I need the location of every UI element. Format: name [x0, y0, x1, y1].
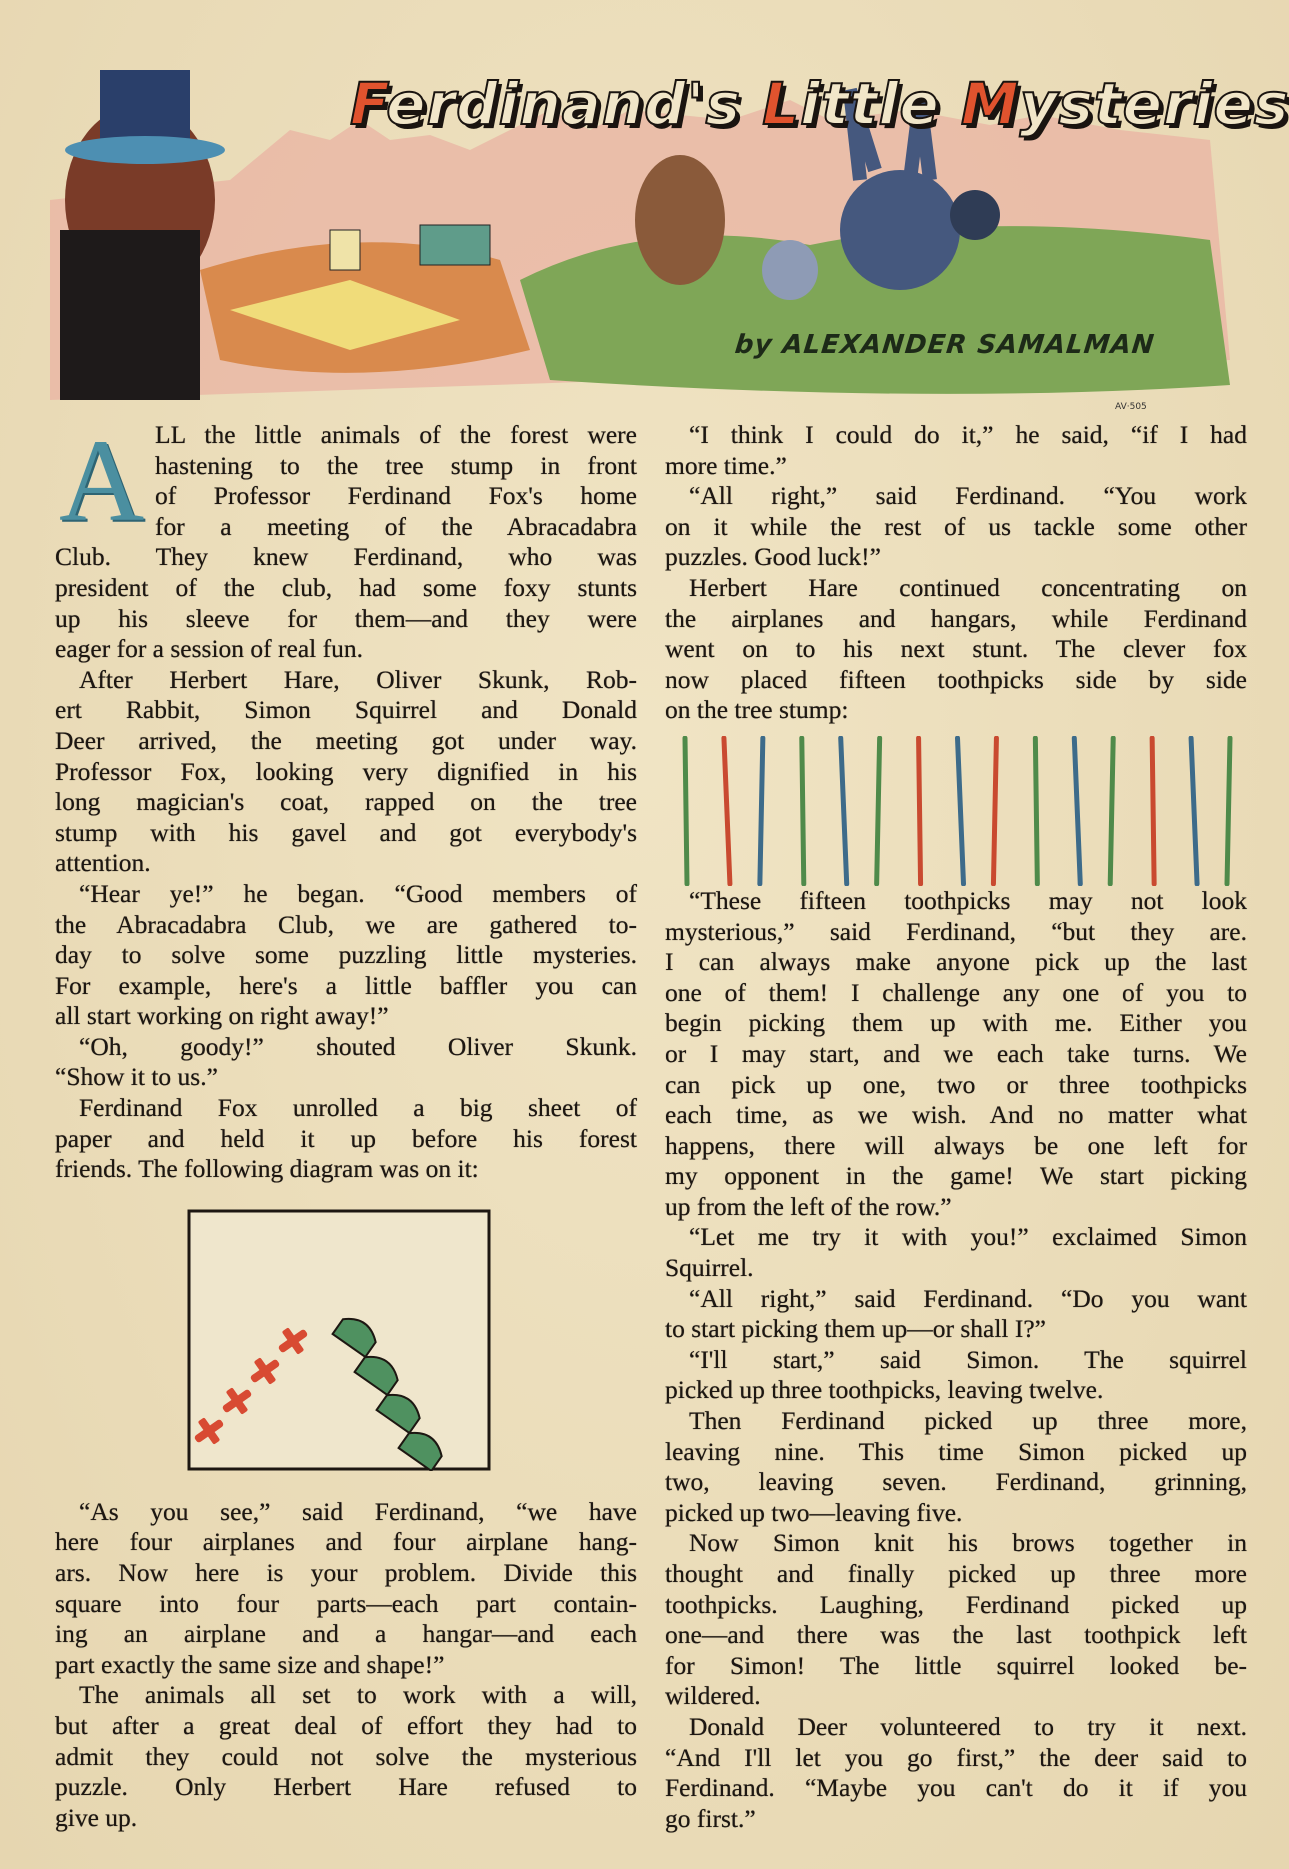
text-line: square into four parts—each part contain-	[55, 1588, 637, 1618]
text-line: “All right,” said Ferdinand. “Do you want	[689, 1283, 1247, 1313]
text-line: “Let me try it with you!” exclaimed Simon	[689, 1222, 1247, 1252]
text-line: Donald Deer volunteered to try it next.	[689, 1711, 1247, 1741]
text-line: mysterious,” said Ferdinand, “but they are.	[665, 916, 1247, 946]
text-line: president of the club, had some foxy stunts	[55, 572, 637, 602]
puzzle-diagram	[55, 1185, 637, 1497]
toy-hangar	[420, 225, 490, 265]
text-line: “All right,” said Ferdinand. “You work	[689, 481, 1247, 511]
text-line: hastening to the tree stump in front	[155, 450, 637, 480]
paragraph	[665, 420, 1247, 481]
text-line: Ferdinand Fox unrolled a big sheet of	[79, 1093, 637, 1123]
toothpick	[1110, 738, 1113, 884]
text-line: puzzle. Only Herbert Hare refused to	[55, 1772, 637, 1802]
diagram-border	[189, 1211, 489, 1469]
paragraph	[55, 879, 637, 1032]
text-line: happens, there will always be one left for	[665, 1130, 1247, 1160]
text-line: “Show it to us.”	[55, 1062, 218, 1092]
title-initial-l: L	[762, 70, 801, 138]
skunk-character	[950, 190, 1000, 240]
text-line: my opponent in the game! We start picking	[665, 1161, 1247, 1191]
text-line: “Oh, goody!” shouted Oliver Skunk.	[79, 1031, 637, 1061]
text-line: of Professor Ferdinand Fox's home	[155, 481, 637, 511]
toothpick	[724, 738, 730, 884]
text-line: one of them! I challenge any one of you to	[665, 977, 1247, 1007]
text-line: “I think I could do it,” he said, “if I had	[689, 420, 1247, 449]
paragraph	[55, 1680, 637, 1833]
text-line: ert Rabbit, Simon Squirrel and Donald	[55, 695, 637, 725]
text-line: stump with his gavel and got everybody's	[55, 817, 637, 847]
paragraph	[665, 1345, 1247, 1406]
paragraph	[665, 573, 1247, 726]
rabbit-character	[840, 170, 960, 290]
text-line: thought and finally picked up three more	[665, 1559, 1247, 1588]
text-line: go first.”	[665, 1803, 756, 1833]
paragraph	[665, 1406, 1247, 1528]
text-line: “I'll start,” said Simon. The squirrel	[689, 1344, 1247, 1374]
text-line: “And I'll let you go first,” the deer said to	[665, 1742, 1247, 1772]
text-line: After Herbert Hare, Oliver Skunk, Rob-	[79, 664, 637, 694]
text-line: puzzles. Good luck!”	[665, 542, 881, 572]
paragraph	[665, 1712, 1247, 1834]
paragraph	[665, 1284, 1247, 1345]
text-line: eager for a session of real fun.	[55, 634, 363, 664]
text-line: ars. Now here is your problem. Divide this	[55, 1558, 637, 1588]
artist-signature: AV·505	[1115, 402, 1147, 412]
toothpick	[993, 738, 996, 884]
paragraph	[55, 1032, 637, 1093]
text-line: “Hear ye!” he began. “Good members of	[79, 878, 637, 908]
toothpick	[1035, 738, 1037, 884]
text-line: to start picking them up—or shall I?”	[665, 1314, 1046, 1344]
text-line: begin picking them up with me. Either you	[665, 1008, 1247, 1038]
text-line: Professor Fox, looking very dignified in his	[55, 756, 637, 786]
text-line: Herbert Hare continued concentrating on	[689, 572, 1247, 602]
left-column	[55, 415, 637, 1833]
text-line: here four airplanes and four airplane hang-	[55, 1527, 637, 1557]
toy-church	[330, 230, 360, 270]
header-illustration	[30, 30, 1289, 412]
toothpick-row	[665, 726, 1247, 886]
title-initial-f: F	[350, 70, 387, 138]
text-line: picked up two—leaving five.	[665, 1497, 963, 1527]
text-line: Squirrel.	[665, 1253, 754, 1283]
text-line: now placed fifteen toothpicks side by side	[665, 664, 1247, 694]
text-line: each time, as we wish. And no matter what	[665, 1100, 1247, 1130]
text-line: day to solve some puzzling little mysteries.	[55, 940, 637, 970]
magician-coat	[60, 230, 200, 400]
paragraph	[55, 665, 637, 879]
text-line: attention.	[55, 848, 151, 878]
text-line: more time.”	[665, 450, 787, 480]
text-line: I can always make anyone pick up the last	[665, 947, 1247, 977]
text-line: paper and held it up before his forest	[55, 1123, 637, 1153]
text-line: long magician's coat, rapped on the tree	[55, 787, 637, 817]
text-line: admit they could not solve the mysterious	[55, 1741, 637, 1771]
text-line: picked up three toothpicks, leaving twelve.	[665, 1375, 1104, 1405]
text-line: ing an airplane and a hangar—and each	[55, 1619, 637, 1649]
text-line: friends. The following diagram was on it:	[55, 1154, 479, 1184]
text-line: can pick up one, two or three toothpicks	[665, 1069, 1247, 1099]
text-line: toothpicks. Laughing, Ferdinand picked up	[665, 1589, 1247, 1619]
toothpick	[841, 738, 847, 884]
paragraph	[665, 1528, 1247, 1712]
mouse-character	[762, 240, 818, 300]
toothpick	[802, 738, 804, 884]
author-byline: by ALEXANDER SAMALMAN	[733, 330, 1157, 360]
text-line: went on to his next stunt. The clever fox	[665, 634, 1247, 664]
toothpick	[919, 738, 921, 884]
text-line: Club. They knew Ferdinand, who was	[55, 542, 637, 572]
text-line: all start working on right away!”	[55, 1001, 389, 1031]
text-line: up his sleeve for them—and they were	[55, 603, 637, 633]
text-line: one—and there was the last toothpick left	[665, 1620, 1247, 1650]
text-line: LL the little animals of the forest were	[155, 420, 637, 449]
text-line: The animals all set to work with a will,	[79, 1680, 637, 1710]
text-line: Then Ferdinand picked up three more,	[689, 1406, 1247, 1436]
text-line: leaving nine. This time Simon picked up	[665, 1436, 1247, 1466]
text-line: on it while the rest of us tackle some other	[665, 511, 1247, 541]
toothpick	[685, 738, 687, 884]
title-initial-m: M	[960, 70, 1020, 138]
text-line: up from the left of the row.”	[665, 1191, 952, 1221]
text-line: part exactly the same size and shape!”	[55, 1649, 445, 1679]
paragraph	[55, 1497, 637, 1681]
text-line: For example, here's a little baffler you can	[55, 970, 637, 1000]
title-word: erdinand's	[386, 70, 763, 138]
text-line: “As you see,” said Ferdinand, “we have	[79, 1496, 637, 1526]
text-line: Ferdinand. “Maybe you can't do it if you	[665, 1773, 1247, 1803]
text-line: but after a great deal of effort they had to	[55, 1711, 637, 1740]
text-line: for a meeting of the Abracadabra	[155, 511, 637, 541]
article-title	[350, 70, 1289, 138]
toothpick	[760, 738, 763, 884]
toothpick	[1152, 738, 1154, 884]
paragraph	[665, 481, 1247, 573]
paragraph	[665, 886, 1247, 1223]
toothpick	[1074, 738, 1080, 884]
title-word: ysteries	[1019, 70, 1289, 138]
text-line: Now Simon knit his brows together in	[689, 1528, 1247, 1558]
text-line: or I may start, and we each take turns. We	[665, 1038, 1247, 1068]
toothpick	[1227, 738, 1230, 884]
toothpick	[958, 738, 964, 884]
hat-brim	[65, 136, 225, 164]
text-line: wildered.	[665, 1681, 761, 1711]
squirrel-character	[635, 155, 725, 285]
toothpick	[877, 738, 880, 884]
text-line: give up.	[55, 1802, 138, 1832]
right-column	[665, 420, 1247, 1834]
text-line: for Simon! The little squirrel looked be-	[665, 1650, 1247, 1680]
paragraph	[55, 1093, 637, 1185]
text-line: the airplanes and hangars, while Ferdinand	[665, 603, 1247, 633]
text-line: on the tree stump:	[665, 695, 849, 725]
paragraph	[665, 1222, 1247, 1283]
drop-cap: A	[59, 415, 145, 546]
text-line: the Abracadabra Club, we are gathered to-	[55, 909, 637, 939]
title-word: ittle	[800, 70, 961, 138]
text-line: “These fifteen toothpicks may not look	[689, 885, 1247, 915]
diagram-square	[187, 1209, 491, 1471]
text-line: two, leaving seven. Ferdinand, grinning,	[665, 1467, 1247, 1497]
toothpick	[1191, 738, 1197, 884]
text-line: Deer arrived, the meeting got under way.	[55, 725, 637, 755]
